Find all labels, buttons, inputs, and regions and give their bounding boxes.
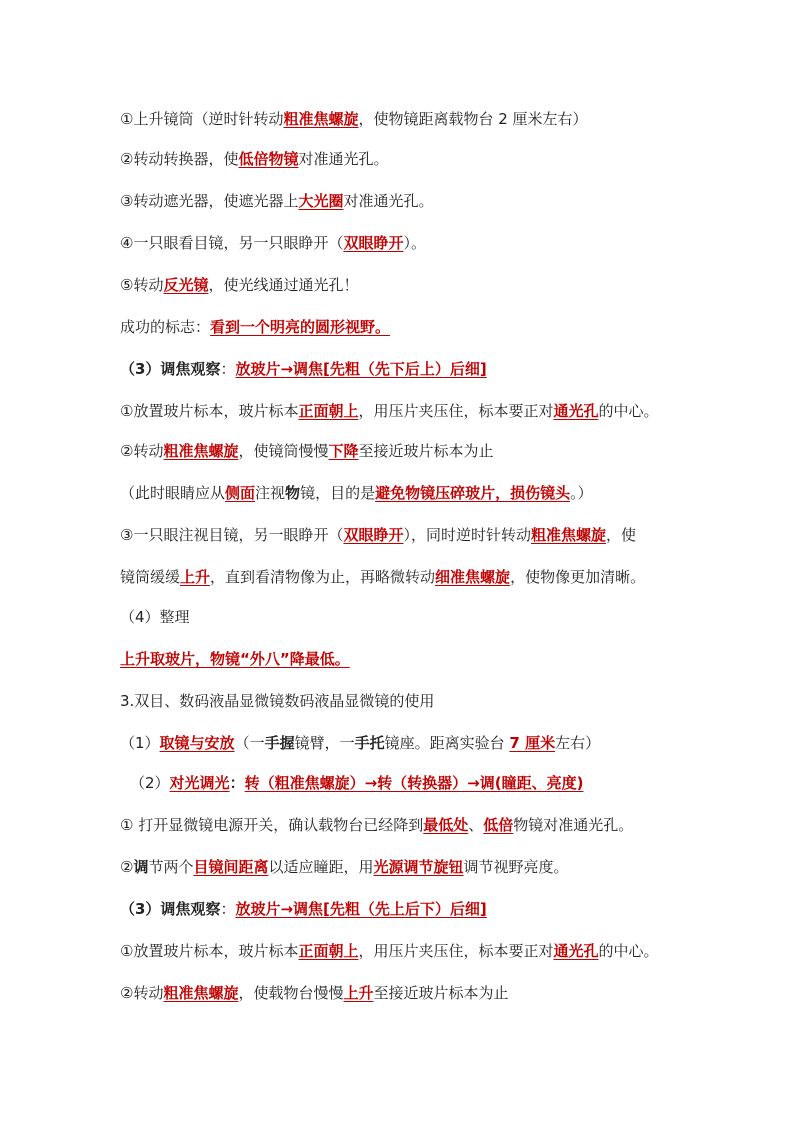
binocular-focus-1	[120, 940, 754, 962]
binocular-focus-2	[120, 982, 754, 1004]
text-segment: ，使光线通过通光孔！	[208, 276, 359, 294]
text-segment: 调	[133, 858, 149, 876]
binocular-step-2	[130, 772, 754, 794]
step-2-rotate-converter	[120, 148, 754, 170]
text-segment: 物镜对准通光孔。	[513, 816, 634, 834]
answer-highlight: 放玻片→调焦[先粗（先上后下）后细]	[235, 900, 487, 918]
answer-highlight: 侧面	[225, 484, 256, 502]
text-segment: ①放置玻片标本，玻片标本	[120, 942, 299, 960]
text-segment: ，用压片夹压住，标本要正对	[358, 402, 554, 420]
text-segment: ，使载物台慢慢	[238, 984, 344, 1002]
answer-highlight: 双眼睁开	[343, 234, 404, 252]
text-segment: ②	[120, 858, 134, 876]
step-1-raise-tube	[120, 108, 754, 130]
answer-highlight: 大光圈	[298, 192, 344, 210]
answer-highlight: 通光孔	[553, 942, 599, 960]
text-segment: 节两个	[148, 858, 194, 876]
text-segment: 手握	[264, 734, 295, 752]
text-segment: 物	[285, 484, 301, 502]
answer-highlight: 目镜间距离	[193, 858, 269, 876]
text-segment: 注视	[255, 484, 286, 502]
section-3-title	[120, 690, 754, 712]
text-segment: ，使物像更加清晰。	[510, 568, 646, 586]
answer-highlight: 上升	[180, 568, 211, 586]
text-segment: （一	[234, 734, 265, 752]
answer-highlight: 反光镜	[163, 276, 209, 294]
answer-highlight: 光源调节旋钮	[373, 858, 464, 876]
answer-highlight: 低倍物镜	[238, 150, 299, 168]
text-segment: （此时眼睛应从	[120, 484, 226, 502]
text-segment: （2）	[130, 774, 170, 792]
text-segment: 对准通光孔。	[343, 192, 434, 210]
step-5-mirror	[120, 274, 754, 296]
text-segment: 左右）	[555, 734, 601, 752]
text-segment: ①放置玻片标本，玻片标本	[120, 402, 299, 420]
answer-highlight: 7 厘米	[509, 734, 556, 752]
text-segment: 手托	[354, 734, 385, 752]
text-segment: ①上升镜筒（逆时针转动	[120, 110, 284, 128]
binocular-light-2	[120, 856, 754, 878]
text-segment: （1）	[120, 734, 160, 752]
focus-step-3-line-1	[120, 524, 754, 546]
text-segment: 、	[468, 816, 484, 834]
step-3-rotate-diaphragm	[120, 190, 754, 212]
text-segment: 镜，目的是	[300, 484, 376, 502]
answer-highlight: 正面朝上	[298, 942, 359, 960]
answer-highlight: 放玻片→调焦[先粗（先下后上）后细]	[235, 360, 487, 378]
text-segment: ②转动转换器，使	[120, 150, 239, 168]
text-segment: ：	[229, 774, 245, 792]
text-segment: 镜筒缓缓	[120, 568, 181, 586]
answer-highlight: 粗准焦螺旋	[530, 526, 606, 544]
text-segment: ，使物镜距离载物台 2 厘米左右）	[358, 110, 588, 128]
text-segment: 镜臂，一	[294, 734, 355, 752]
section-3-heading	[120, 358, 754, 380]
text-segment: ，直到看清物像为止，再略微转动	[210, 568, 436, 586]
text-segment: 镜座。距离实验台	[384, 734, 510, 752]
cleanup-summary	[120, 648, 754, 670]
focus-note	[120, 482, 754, 504]
text-segment: ③转动遮光器，使遮光器上	[120, 192, 299, 210]
section-4-heading	[120, 606, 754, 628]
answer-highlight: 粗准焦螺旋	[163, 984, 239, 1002]
text-segment: 的中心。	[598, 402, 659, 420]
answer-highlight: 细准焦螺旋	[435, 568, 511, 586]
focus-step-2	[120, 440, 754, 462]
answer-highlight: 避免物镜压碎玻片，损伤镜头	[375, 484, 571, 502]
text-segment: ②转动	[120, 442, 164, 460]
text-segment: ：	[220, 360, 236, 378]
binocular-light-1	[120, 814, 754, 836]
text-segment: 至接近玻片标本为止	[358, 442, 494, 460]
text-segment: ，用压片夹压住，标本要正对	[358, 942, 554, 960]
answer-highlight: 对光调光	[169, 774, 230, 792]
text-segment: 的中心。	[598, 942, 659, 960]
text-segment: 以适应瞳距，用	[268, 858, 374, 876]
text-segment: ① 打开显微镜电源开关，确认载物台已经降到	[120, 816, 424, 834]
answer-highlight: 通光孔	[553, 402, 599, 420]
text-segment: ：	[220, 900, 236, 918]
text-segment: ②转动	[120, 984, 164, 1002]
focus-step-3-line-2	[120, 566, 754, 588]
answer-highlight: 转（粗准焦螺旋）→转（转换器）→调(瞳距、亮度)	[244, 774, 584, 792]
text-segment: ，使镜筒慢慢	[238, 442, 329, 460]
text-segment: ）。	[403, 234, 426, 252]
answer-highlight: 下降	[328, 442, 359, 460]
text-segment: ③一只眼注视目镜，另一眼睁开（	[120, 526, 344, 544]
answer-highlight: 看到一个明亮的圆形视野。	[210, 318, 391, 336]
text-segment: 至接近玻片标本为止	[373, 984, 509, 1002]
answer-highlight: 上升取玻片，物镜“外八”降最低。	[120, 650, 350, 668]
text-segment: （3）调焦观察	[120, 900, 221, 918]
text-segment: 调节视野亮度。	[463, 858, 569, 876]
text-segment: ④一只眼看目镜，另一只眼睁开（	[120, 234, 344, 252]
answer-highlight: 粗准焦螺旋	[163, 442, 239, 460]
text-segment: 3.双目、数码液晶显微镜数码液晶显微镜的使用	[120, 692, 435, 710]
answer-highlight: 取镜与安放	[159, 734, 235, 752]
answer-highlight: 最低处	[423, 816, 469, 834]
answer-highlight: 上升	[343, 984, 374, 1002]
text-segment: 对准通光孔。	[298, 150, 389, 168]
binocular-step-1	[120, 732, 754, 754]
text-segment: ），同时逆时针转动	[403, 526, 531, 544]
answer-highlight: 正面朝上	[298, 402, 359, 420]
answer-highlight: 低倍	[483, 816, 514, 834]
text-segment: ⑤转动	[120, 276, 164, 294]
focus-step-1	[120, 400, 754, 422]
step-4-eyes	[120, 232, 754, 254]
text-segment: 成功的标志：	[120, 318, 211, 336]
text-segment: （4）整理	[120, 608, 190, 626]
answer-highlight: 双眼睁开	[343, 526, 404, 544]
binocular-section-3-heading	[120, 898, 754, 920]
text-segment: ，使	[606, 526, 637, 544]
answer-highlight: 粗准焦螺旋	[283, 110, 359, 128]
text-segment: （3）调焦观察	[120, 360, 221, 378]
text-segment: 。）	[570, 484, 593, 502]
success-indicator	[120, 316, 754, 338]
